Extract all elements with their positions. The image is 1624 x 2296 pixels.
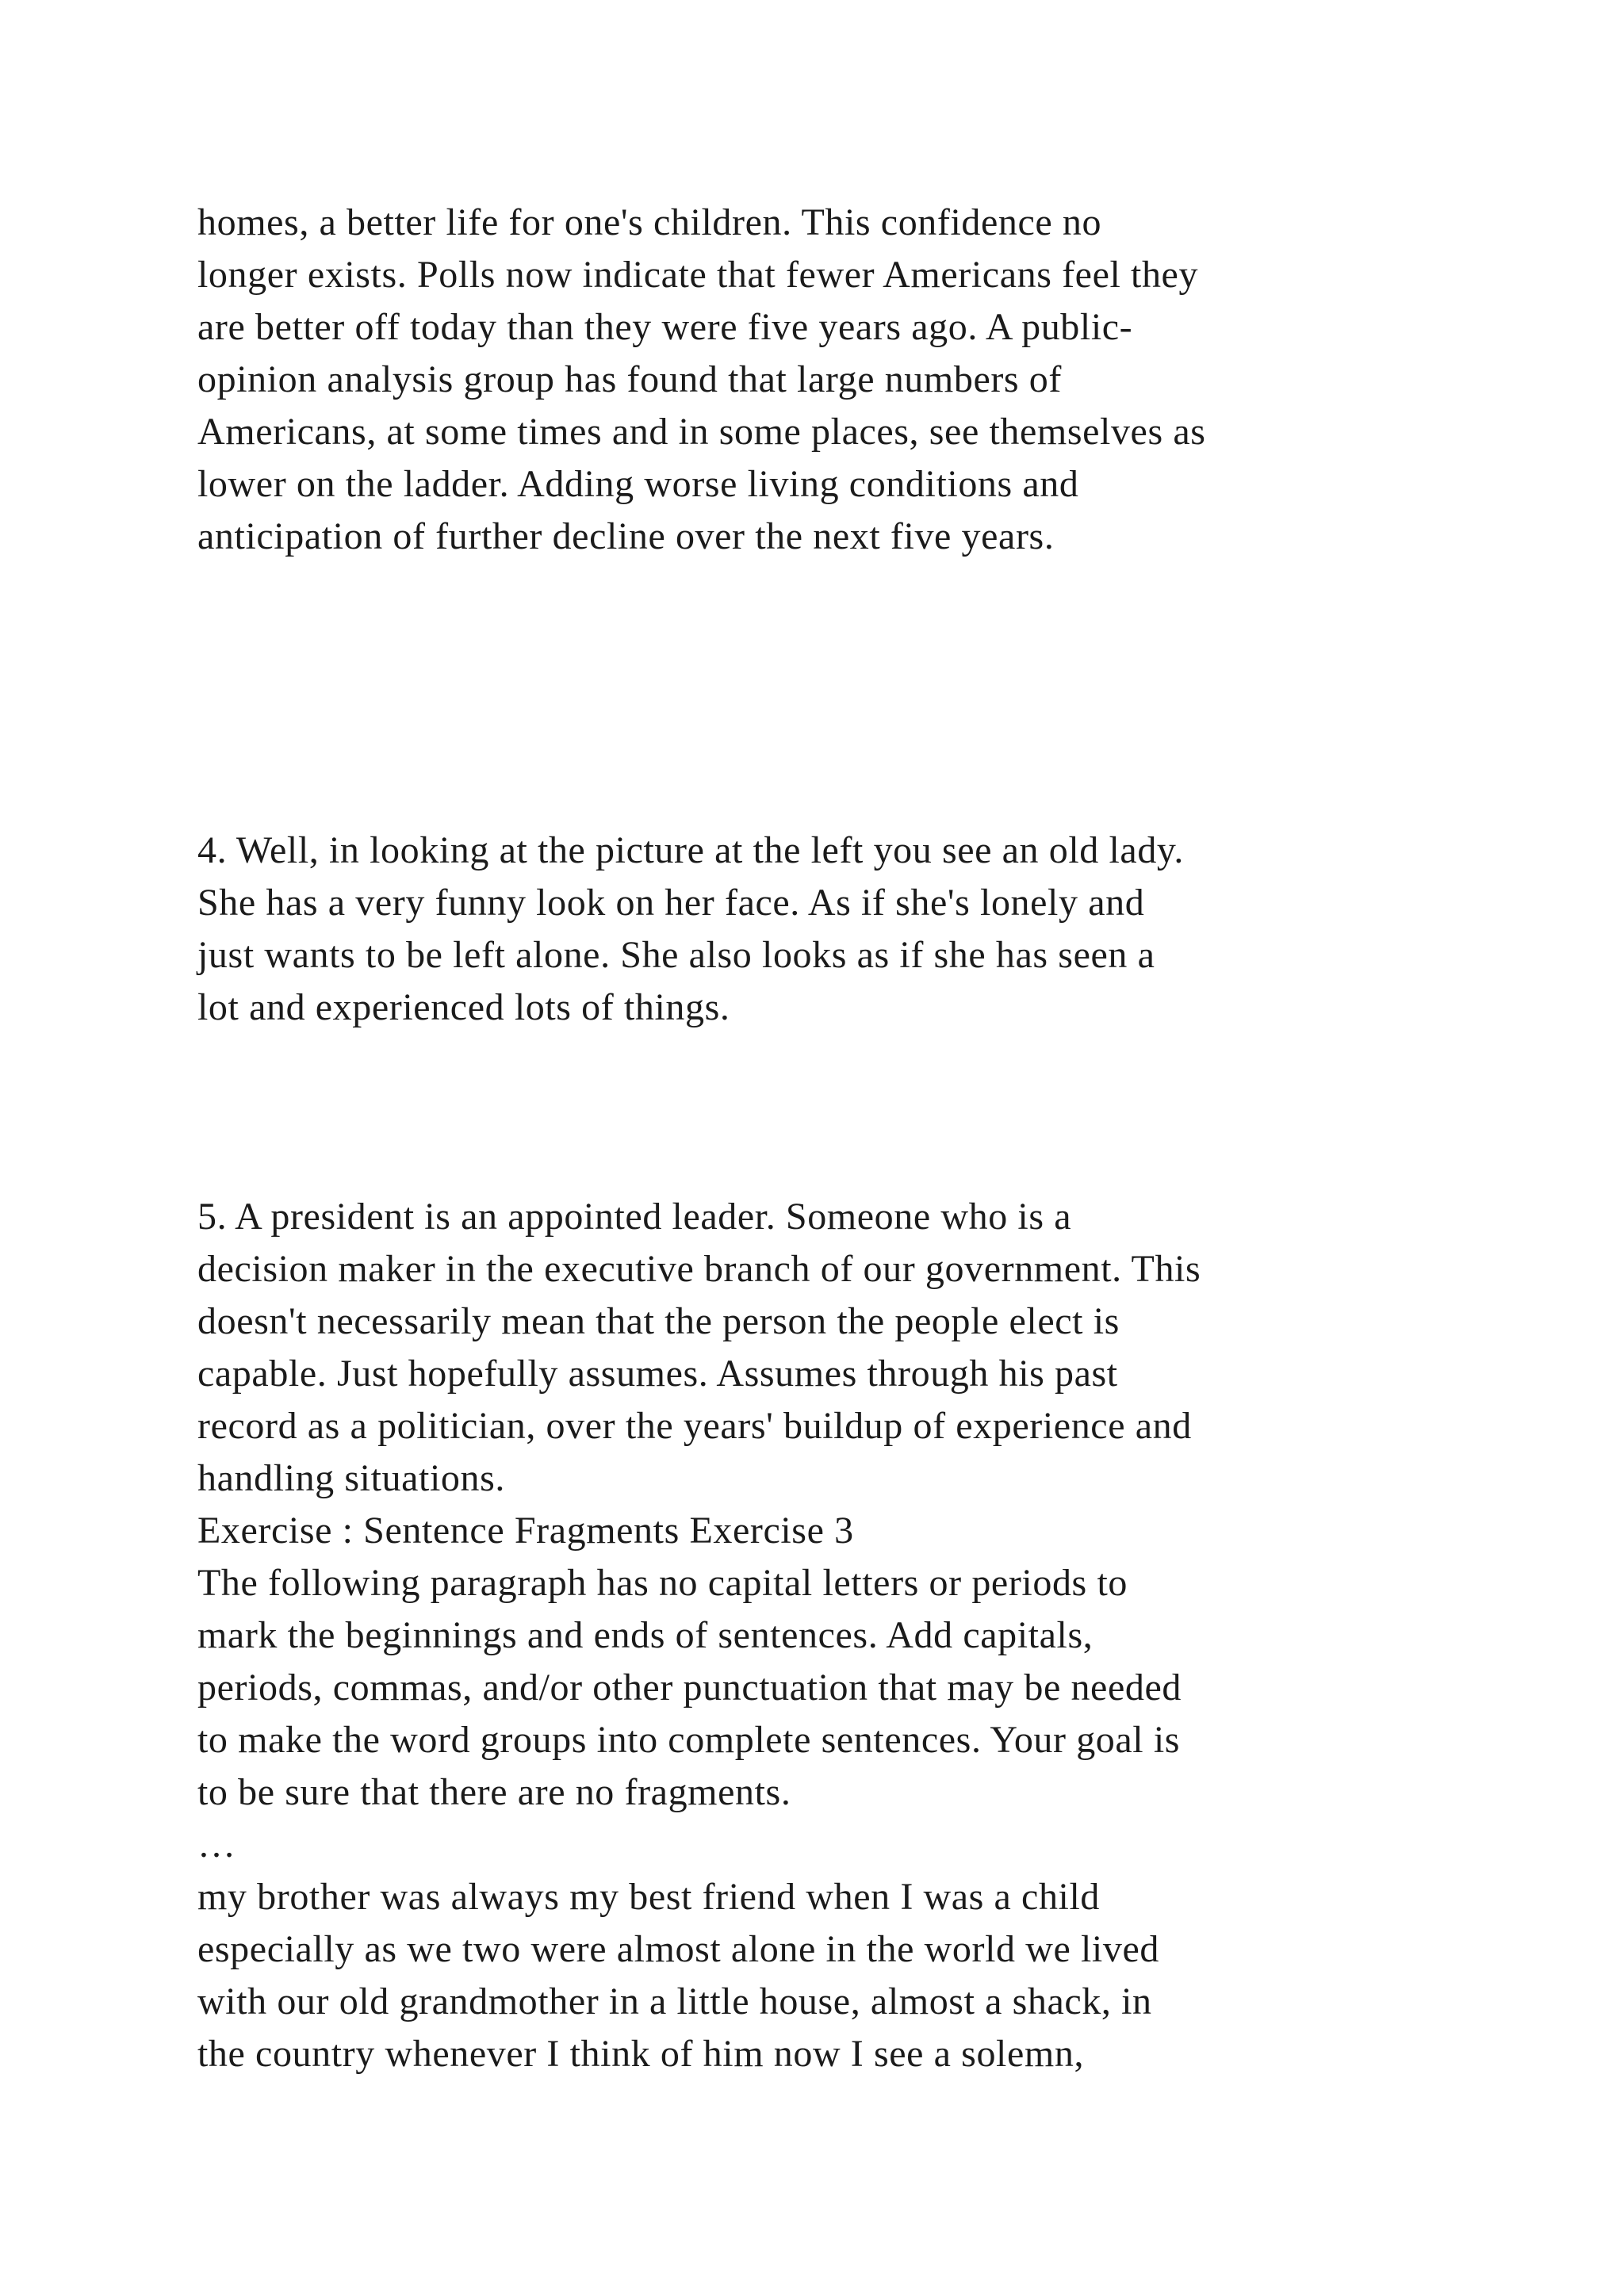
text-line: especially as we two were almost alone in the world we lived	[197, 1928, 1159, 1970]
text-line: opinion analysis group has found that large numbers of	[197, 358, 1062, 400]
text-line: to be sure that there are no fragments.	[197, 1771, 791, 1813]
text-line: lot and experienced lots of things.	[197, 986, 730, 1028]
text-line: longer exists. Polls now indicate that fewer Americans feel they	[197, 254, 1199, 296]
text-line: to make the word groups into complete sentences. Your goal is	[197, 1719, 1181, 1761]
text-line: 5. A president is an appointed leader. Someone who is a	[197, 1196, 1072, 1238]
text-line: mark the beginnings and ends of sentences. Add capitals,	[197, 1614, 1094, 1656]
text-line: anticipation of further decline over the next five years.	[197, 515, 1055, 557]
exercise-heading: Exercise : Sentence Fragments Exercise 3	[197, 1510, 854, 1552]
text-line: The following paragraph has no capital letters or periods to	[197, 1562, 1128, 1604]
text-line: Americans, at some times and in some places, see themselves as	[197, 411, 1206, 453]
text-line: capable. Just hopefully assumes. Assumes through his past	[197, 1353, 1118, 1395]
text-line: just wants to be left alone. She also looks as if she has seen a	[197, 934, 1155, 976]
text-line: 4. Well, in looking at the picture at the left you see an old lady.	[197, 829, 1185, 871]
text-line: my brother was always my best friend when I was a child	[197, 1876, 1101, 1918]
text-line: She has a very funny look on her face. As if she's lonely and	[197, 882, 1145, 924]
text-line: periods, commas, and/or other punctuation that may be needed	[197, 1667, 1182, 1709]
text-line: with our old grandmother in a little house, almost a shack, in	[197, 1980, 1152, 2022]
text-line: homes, a better life for one's children. This confidence no	[197, 201, 1102, 243]
ellipsis: …	[197, 1823, 236, 1866]
text-line: handling situations.	[197, 1457, 505, 1499]
text-line: doesn't necessarily mean that the person the people elect is	[197, 1300, 1120, 1342]
text-line: decision maker in the executive branch of our government. This	[197, 1248, 1201, 1290]
text-line: record as a politician, over the years' buildup of experience and	[197, 1405, 1192, 1447]
text-line: are better off today than they were five years ago. A public-	[197, 306, 1133, 348]
text-line: the country whenever I think of him now I see a solemn,	[197, 2033, 1085, 2075]
text-line: lower on the ladder. Adding worse living conditions and	[197, 463, 1079, 505]
